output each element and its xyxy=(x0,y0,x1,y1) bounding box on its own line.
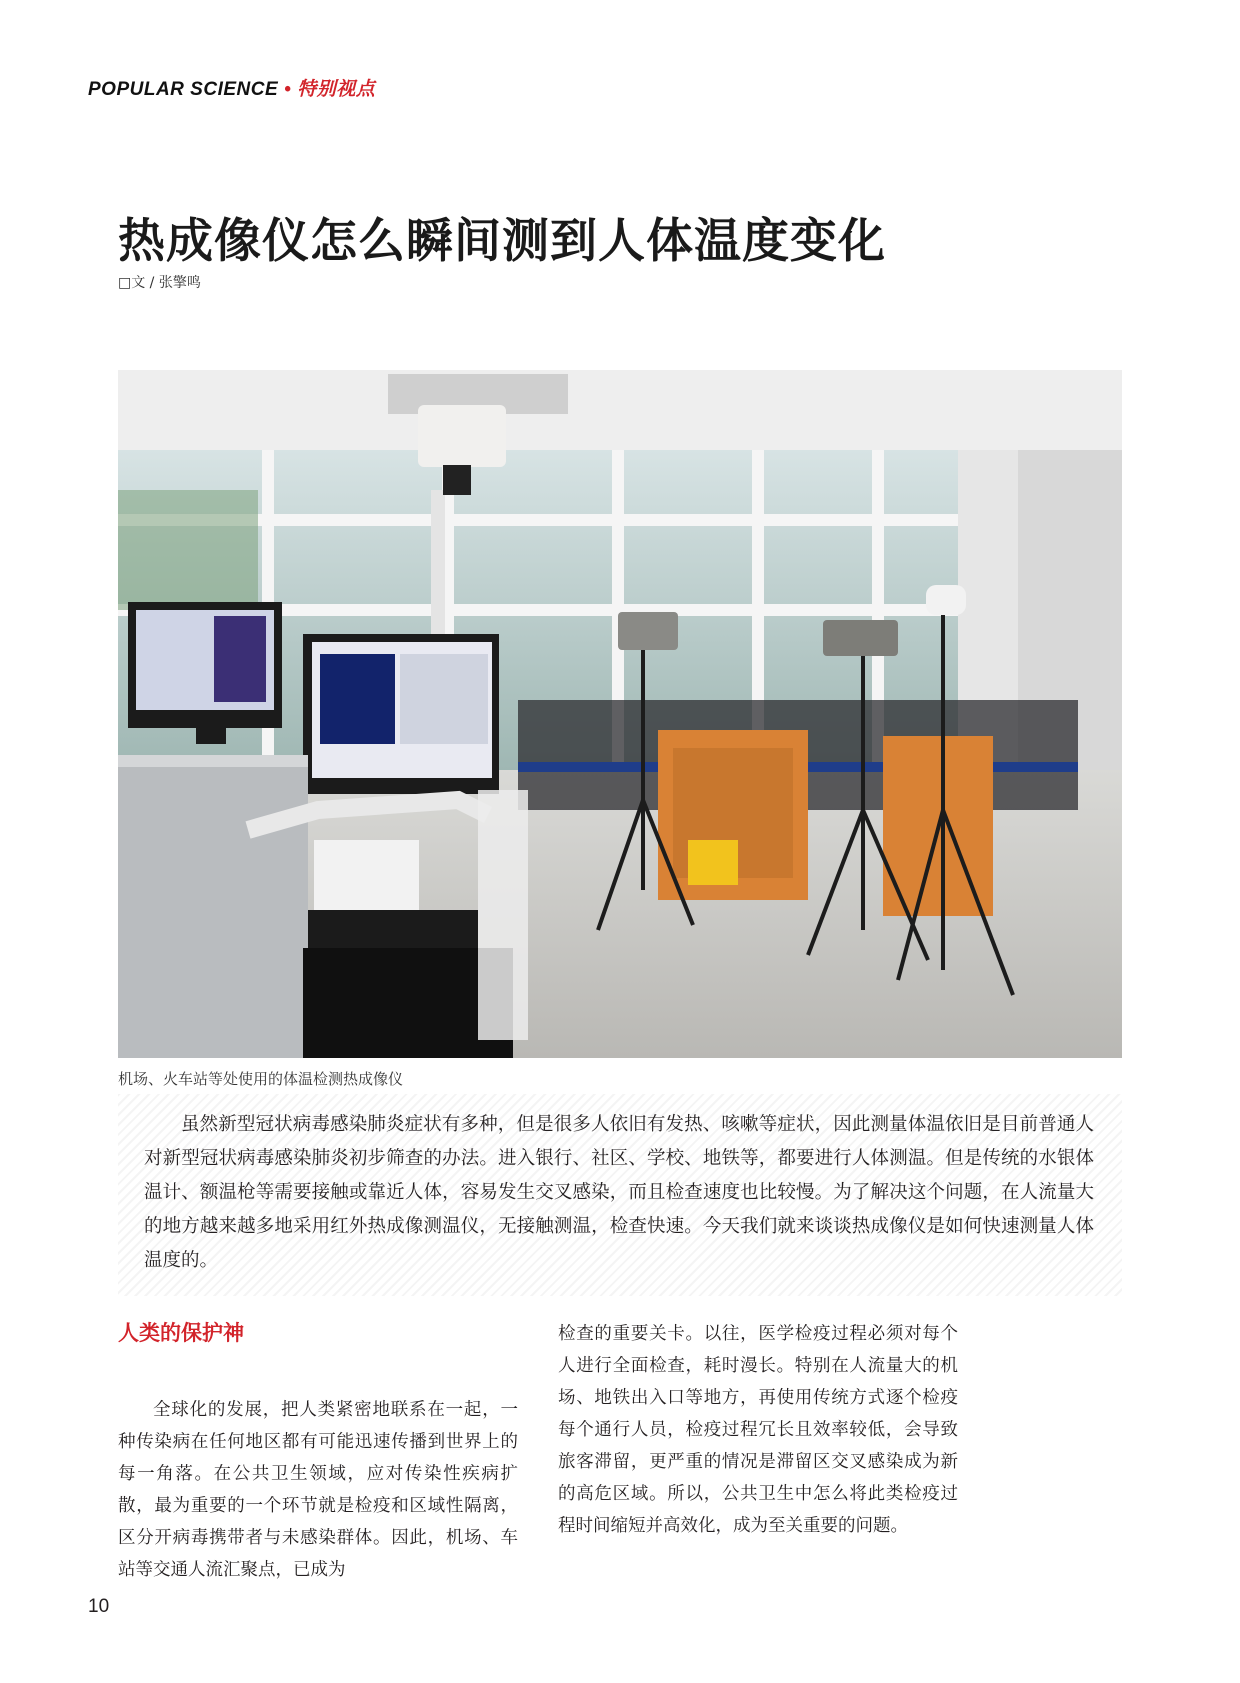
body-paragraph-left: 全球化的发展，把人类紧密地联系在一起，一种传染病在任何地区都有可能迅速传播到世界上的每一角落。在公共卫生领域，应对传染性疾病扩散，最为重要的一个环节就是检疫和区域性隔离，区分开病毒携带者与未感染群体。因此，机场、车站等交通人流汇聚点，已成为 xyxy=(118,1400,518,1580)
magazine-header xyxy=(88,74,375,101)
page-number: 10 xyxy=(88,1596,110,1617)
section-label: 特别视点 xyxy=(297,78,376,100)
thermal-imager-photo xyxy=(118,370,1122,1058)
header-separator: • xyxy=(284,79,292,100)
article-title: 热成像仪怎么瞬间测到人体温度变化 xyxy=(118,214,886,269)
intro-box xyxy=(118,1094,1122,1296)
column-left xyxy=(118,1318,518,1586)
section-heading: 人类的保护神 xyxy=(118,1321,244,1345)
photo-caption: 机场、火车站等处使用的体温检测热成像仪 xyxy=(118,1070,404,1088)
intro-paragraph: 虽然新型冠状病毒感染肺炎症状有多种，但是很多人依旧有发热、咳嗽等症状，因此测量体温依旧是目前普通人对新型冠状病毒感染肺炎初步筛查的办法。进入银行、社区、学校、地铁等，都要进行人体测温。但是传统的水银体温计、额温枪等需要接触或靠近人体，容易发生交叉感染，而且检查速度也比较慢。为了解决这个问题，在人流量大的地方越来越多地采用红外热成像测温仪，无接触测温，检查快速。今天我们就来谈谈热成像仪是如何快速测量人体温度的。 xyxy=(144,1114,1094,1271)
column-right xyxy=(558,1318,958,1542)
author-byline: □文 / 张擎鸣 xyxy=(118,275,201,291)
magazine-name: POPULAR SCIENCE xyxy=(88,79,279,100)
body-paragraph-right: 检查的重要关卡。以往，医学检疫过程必须对每个人进行全面检查，耗时漫长。特别在人流量大的机场、地铁出入口等地方，再使用传统方式逐个检疫每个通行人员，检疫过程冗长且效率较低，会导致旅客滞留，更严重的情况是滞留区交叉感染成为新的高危区域。所以，公共卫生中怎么将此类检疫过程时间缩短并高效化，成为至关重要的问题。 xyxy=(558,1324,958,1536)
